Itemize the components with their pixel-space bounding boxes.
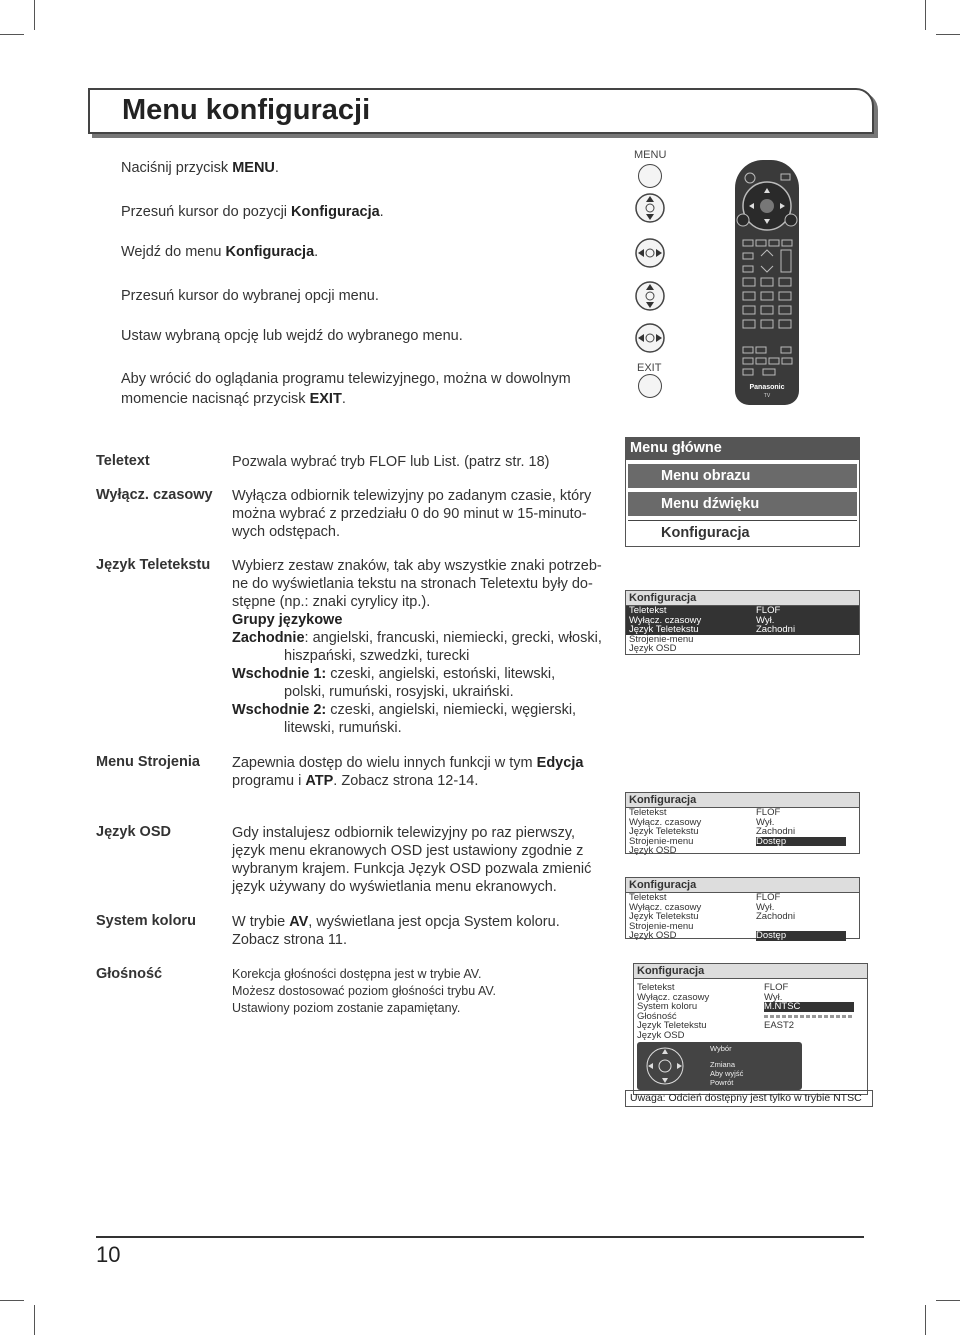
- desc-keyword: ATP: [305, 773, 334, 789]
- nav-hint: Powrót: [710, 1078, 734, 1087]
- desc-line: Gdy instalujesz odbiornik telewizyjny po raz pierwszy,: [232, 825, 576, 841]
- config-row-label: Wyłącz. czasowy: [637, 991, 710, 1003]
- config-row-value: Wył.: [764, 991, 783, 1003]
- config-row-label: Teletekst: [629, 807, 667, 818]
- desc-glosnosc: [232, 966, 496, 1017]
- step-keyword: MENU: [232, 160, 275, 176]
- config-row-label: Język OSD: [637, 1029, 685, 1041]
- desc-jezyk-osd: [232, 824, 612, 896]
- crop-mark: [0, 1300, 24, 1301]
- remote-control: [735, 160, 799, 405]
- config-menu-osd: [625, 590, 860, 655]
- desc-line: Wybierz zestaw znaków, tak aby wszystkie znaki potrzeb-: [232, 558, 602, 574]
- step-keyword: Konfiguracja: [225, 244, 315, 260]
- nav-hint: Aby wyjść: [710, 1069, 744, 1078]
- config-row-label: Wyłącz. czasowy: [629, 901, 702, 913]
- config-row-value: Wył.: [756, 816, 775, 828]
- step-text: momencie nacisnąć przycisk: [121, 391, 310, 407]
- config-row-label: Teletekst: [629, 605, 667, 616]
- main-menu-item[interactable]: Menu dźwięku: [628, 492, 857, 516]
- title-banner: [88, 88, 874, 134]
- desc-line: . Zobacz strona 12-14.: [333, 773, 479, 789]
- remote-brand: Panasonic: [749, 384, 785, 391]
- crop-mark: [0, 34, 24, 35]
- config-row-value: FLOF: [756, 892, 781, 903]
- step-text: Aby wrócić do oglądania programu telewizyjnego, można w dowolnym: [121, 371, 571, 387]
- desc-line: W trybie: [232, 914, 290, 930]
- crop-mark: [936, 34, 960, 35]
- desc-line: polski, rumuński, rosyjski, ukraiński.: [284, 684, 514, 700]
- config-menu-osd: [625, 792, 860, 854]
- crop-mark: [936, 1300, 960, 1301]
- config-menu-title: Konfiguracja: [626, 793, 859, 808]
- config-row-value: Wył.: [756, 614, 775, 626]
- desc-line: stępne (np.: znaki cyrylicy itp.).: [232, 594, 431, 610]
- remote-control-graphic: [735, 160, 799, 405]
- label-jezyk-teletekstu: Język Teletekstu: [96, 557, 211, 573]
- step-text: .: [314, 244, 319, 260]
- page-number: 10: [96, 1242, 121, 1267]
- config-row-value: FLOF: [756, 807, 781, 818]
- main-menu-osd: [625, 437, 860, 547]
- desc-line: programu i: [232, 773, 306, 789]
- config-row-value: EAST2: [764, 1020, 795, 1031]
- config-menu-title: Konfiguracja: [626, 878, 859, 893]
- step-text: Przesuń kursor do pozycji: [121, 204, 292, 220]
- nav-help-panel: [637, 1042, 802, 1090]
- label-system-koloru: System koloru: [96, 913, 196, 929]
- desc-strojenie: [232, 754, 612, 790]
- config-row-label: System koloru: [637, 1001, 698, 1012]
- config-row[interactable]: [626, 644, 859, 654]
- volume-level-bar[interactable]: [764, 1015, 854, 1018]
- group-name: Zachodnie: [232, 630, 305, 646]
- main-menu-item-selected[interactable]: Konfiguracja: [628, 520, 857, 545]
- nav-hint: Wybór: [710, 1044, 732, 1053]
- config-menu-osd-av: [633, 963, 868, 1095]
- step-3: [121, 242, 318, 262]
- config-menu-title: Konfiguracja: [634, 964, 867, 979]
- label-jezyk-osd: Język OSD: [96, 824, 171, 840]
- desc-jezyk-teletekstu: [232, 557, 612, 737]
- config-row-label: Język Teletekstu: [629, 911, 699, 922]
- config-row-label: Strojenie-menu: [629, 920, 694, 932]
- config-row-label: Głośność: [637, 1010, 677, 1022]
- step-1: [121, 158, 279, 178]
- config-row[interactable]: [634, 1031, 867, 1041]
- crop-mark: [925, 1305, 926, 1335]
- config-menu-title: Konfiguracja: [626, 591, 859, 606]
- crop-mark: [34, 1305, 35, 1335]
- config-row-value: Wył.: [756, 901, 775, 913]
- step-text: .: [341, 391, 346, 407]
- desc-line: Wyłącza odbiornik telewizyjny po zadanym czasie, który: [232, 488, 592, 504]
- desc-line: , wyświetlana jest opcja System koloru.: [308, 914, 560, 930]
- label-glosnosc: Głośność: [96, 966, 163, 982]
- desc-system-koloru: [232, 913, 612, 949]
- main-menu-item[interactable]: Menu obrazu: [628, 464, 857, 488]
- desc-keyword: Edycja: [536, 755, 584, 771]
- desc-line: można wybrać z przedziału 0 do 90 minut w 15-minuto-: [232, 506, 587, 522]
- desc-line: wych odstępach.: [232, 524, 341, 540]
- desc-teletext: Pozwala wybrać tryb FLOF lub List. (patrz str. 18): [232, 454, 550, 470]
- config-row-label: Język OSD: [629, 930, 677, 941]
- main-menu-header: Menu główne: [626, 438, 859, 460]
- config-row-label: Teletekst: [629, 892, 667, 903]
- up-down-button-icon: [634, 280, 666, 312]
- label-strojenie: Menu Strojenia: [96, 754, 200, 770]
- desc-line: : angielski, francuski, niemiecki, grecki, włoski,: [304, 630, 602, 646]
- config-row-label: Strojenie-menu: [629, 633, 694, 645]
- menu-button-icon: [638, 164, 662, 188]
- desc-line: Zobacz strona 11.: [232, 932, 347, 948]
- desc-line: hiszpański, szwedzki, turecki: [284, 648, 470, 664]
- desc-line: ne do wyświetlania tekstu na stronach Teletextu były do-: [232, 576, 593, 592]
- config-row-value: Zachodni: [756, 911, 796, 922]
- group-name: Wschodnie 2:: [232, 702, 327, 718]
- navigation-pad-icon: [645, 1046, 685, 1086]
- step-2: [121, 202, 384, 222]
- desc-line: Ustawiony poziom zostanie zapamiętany.: [232, 1001, 461, 1015]
- step-5: Ustaw wybraną opcję lub wejdź do wybranego menu.: [121, 328, 463, 344]
- desc-line: czeski, angielski, estoński, litewski,: [326, 666, 556, 682]
- config-row-label: Język OSD: [629, 845, 677, 856]
- config-row-value: Dostęp: [756, 837, 846, 847]
- desc-line: język używany do wyświetlania menu ekranowych.: [232, 879, 557, 895]
- config-row-label: Strojenie-menu: [629, 835, 694, 847]
- config-row-label: Język Teletekstu: [637, 1020, 707, 1031]
- step-keyword: EXIT: [309, 391, 342, 407]
- page-title: Menu konfiguracji: [122, 94, 371, 126]
- step-text: Wejdź do menu: [121, 244, 226, 260]
- config-menu-osd: [625, 877, 860, 939]
- exit-button-label: EXIT: [637, 362, 662, 374]
- desc-line: język menu ekranowych OSD jest ustawiony zgodnie z: [232, 843, 584, 859]
- config-row[interactable]: [626, 846, 859, 856]
- desc-line: czeski, angielski, niemiecki, węgierski,: [326, 702, 577, 718]
- config-row-value: Zachodni: [756, 826, 796, 837]
- menu-button-label: MENU: [634, 149, 667, 161]
- step-keyword: Konfiguracja: [291, 204, 380, 220]
- desc-line: Zapewnia dostęp do wielu innych funkcji w tym: [232, 755, 537, 771]
- desc-line: wybranym krajem. Funkcja Język OSD pozwala zmienić: [232, 861, 592, 877]
- desc-wylacz: [232, 487, 612, 541]
- label-wylacz: Wyłącz. czasowy: [96, 487, 213, 503]
- config-row-label: Wyłącz. czasowy: [629, 614, 702, 626]
- desc-line: litewski, rumuński.: [284, 720, 402, 736]
- step-text: .: [379, 204, 384, 220]
- group-name: Wschodnie 1:: [232, 666, 327, 682]
- config-row-label: Wyłącz. czasowy: [629, 816, 702, 828]
- crop-mark: [34, 0, 35, 30]
- step-text: .: [274, 160, 279, 176]
- desc-line: Możesz dostosować poziom głośności trybu AV.: [232, 984, 497, 998]
- config-row-value: M.NTSC: [764, 1002, 854, 1012]
- label-teletext: Teletext: [96, 453, 150, 469]
- nav-hint: Zmiana: [710, 1060, 736, 1069]
- config-row-selected[interactable]: [626, 931, 859, 941]
- step-4: Przesuń kursor do wybranej opcji menu.: [121, 288, 379, 304]
- config-row-label: Język Teletekstu: [629, 826, 699, 837]
- exit-button-icon: [638, 374, 662, 398]
- left-right-button-icon: [634, 322, 666, 354]
- ntsc-note: Uwaga: Odcień dostępny jest tylko w trybie NTSC: [625, 1090, 873, 1107]
- step-text: Naciśnij przycisk: [121, 160, 233, 176]
- remote-brand-sub: TV: [763, 393, 771, 399]
- config-row-label: Język OSD: [629, 643, 677, 654]
- desc-keyword: AV: [289, 914, 309, 930]
- step-6: [121, 369, 571, 409]
- up-down-button-icon: [634, 192, 666, 224]
- crop-mark: [925, 0, 926, 30]
- config-row-value: FLOF: [756, 605, 781, 616]
- desc-line: Korekcja głośności dostępna jest w trybie AV.: [232, 967, 482, 981]
- groups-heading: Grupy językowe: [232, 612, 343, 628]
- config-row-value: Dostęp: [756, 931, 846, 941]
- config-row-label: Język Teletekstu: [629, 624, 699, 635]
- footer-rule: [96, 1236, 864, 1238]
- config-row-label: Teletekst: [637, 982, 675, 993]
- config-row-value: Zachodni: [756, 624, 796, 635]
- left-right-button-icon: [634, 237, 666, 269]
- config-row-value: FLOF: [764, 982, 789, 993]
